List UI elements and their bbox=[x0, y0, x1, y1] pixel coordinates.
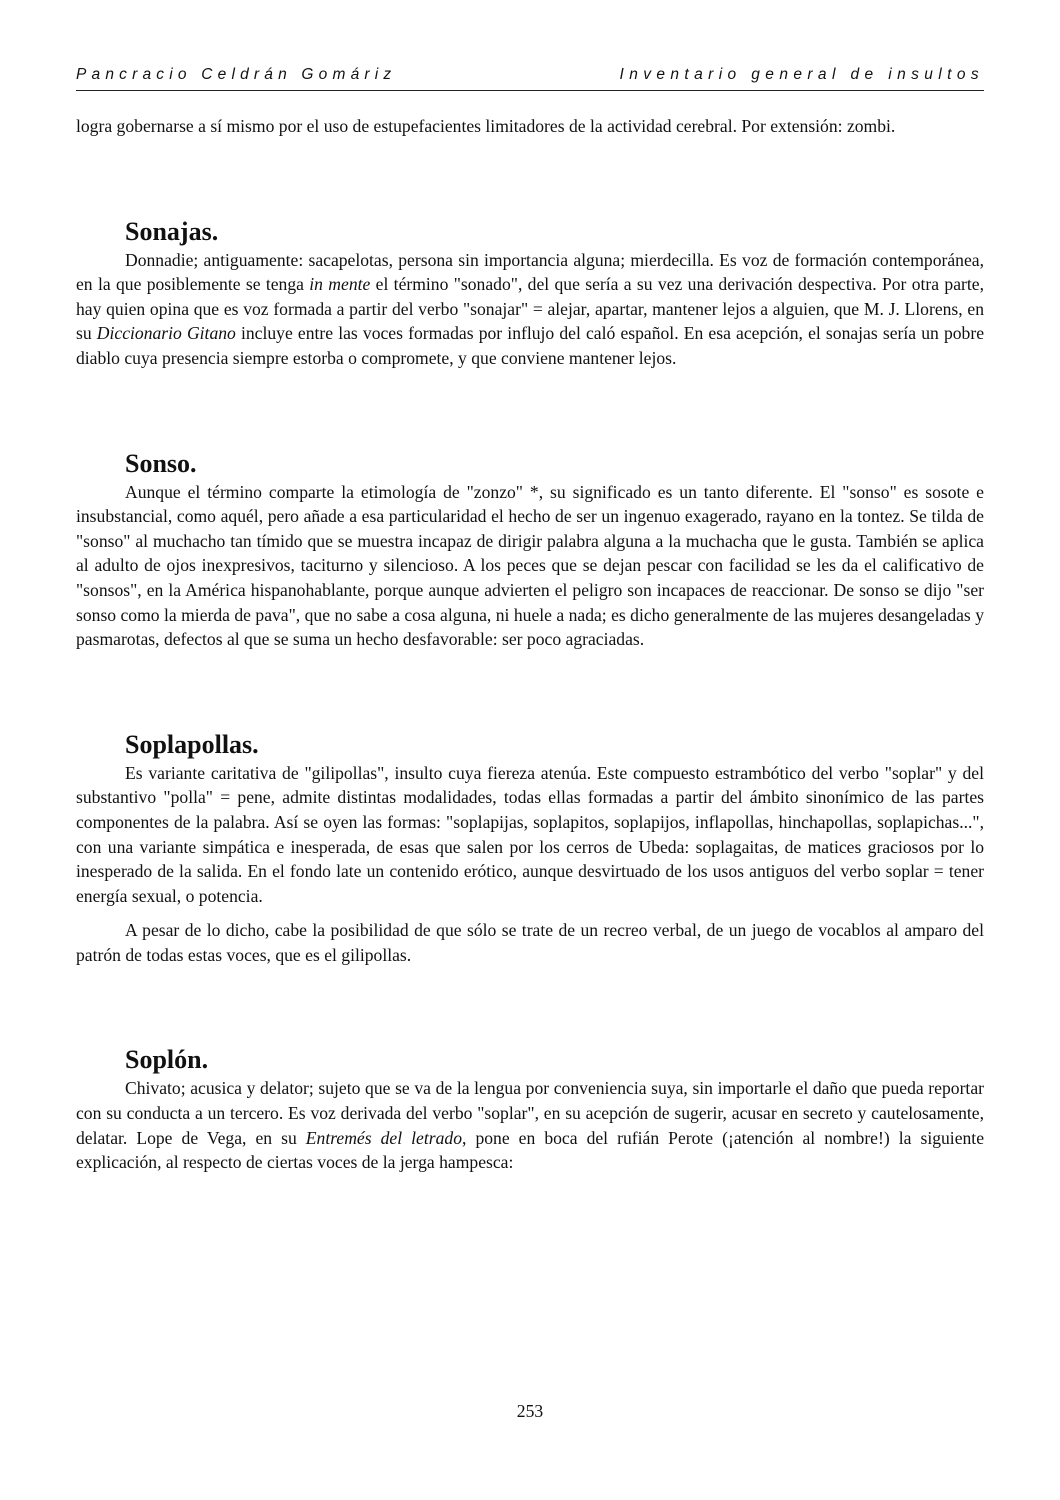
entry-sonajas bbox=[76, 216, 984, 371]
text-run: Chivato; acusica y delator; sujeto que se va de la lengua por conveniencia suya, sin importarle el daño que pueda reportar con su conducta a un tercero. Es voz derivada del verbo "soplar", en su acepción de sugerir, acusar en secreto y cautelosamente, delatar. Lope de Vega, en su bbox=[76, 1078, 984, 1148]
entry-paragraph: Es variante caritativa de "gilipollas", insulto cuya fiereza atenúa. Este compuesto estrambótico del verbo "soplar" y del substantivo "polla" = pene, admite distintas modalidades, todas ellas formadas a partir del ámbito sinonímico de las partes componentes de la palabra. Así se oyen las formas: "soplapijas, soplapitos, soplapijos, inflapollas, hinchapollas, soplapichas...", con una variante simpática e inesperada, de esas que salen por los cerros de Ubeda: soplagaitas, de matices graciosos por lo inesperado de la salida. En el fondo late un contenido erótico, aunque desvirtuado de los usos antiguos del verbo soplar = tener energía sexual, o potencia. bbox=[76, 762, 984, 906]
entry-paragraph bbox=[76, 1076, 984, 1174]
italic-run: Diccionario Gitano bbox=[96, 323, 236, 344]
page-number: 253 bbox=[516, 1401, 544, 1421]
entry-paragraph bbox=[76, 248, 984, 371]
page-content bbox=[76, 114, 984, 1175]
text-run: , pone en boca del rufián Perote (¡atención al nombre!) la siguiente explicación, al respecto de ciertas voces de la jerga hampesca: bbox=[76, 1127, 984, 1173]
italic-run: in mente bbox=[309, 274, 371, 295]
entry-soplapollas bbox=[76, 729, 984, 968]
entry-paragraph: A pesar de lo dicho, cabe la posibilidad de que sólo se trate de un recreo verbal, de un juego de vocablos al amparo del patrón de todas estas voces, que es el gilipollas. bbox=[76, 920, 984, 965]
entry-term: Sonso. bbox=[125, 448, 197, 478]
entry-term: Sonajas. bbox=[125, 216, 219, 246]
text-run: Donnadie; antiguamente: sacapelotas, persona sin importancia alguna; mierdecilla. Es voz de formación contemporánea, en la que posiblemente se tenga bbox=[76, 249, 984, 295]
entry-paragraph: Aunque el término comparte la etimología de "zonzo" *, su significado es un tanto diferente. El "sonso" es sosote e insubstancial, como aquél, pero añade a esa particularidad el hecho de ser un ingenuo exagerado, rayano en la tontez. Se tilda de "sonso" al muchacho tan tímido que se muestra incapaz de dirigir palabra alguna a la muchacha que le gusta. También se aplica al adulto de ojos inexpresivos, taciturno y silencioso. A los peces que se dejan pescar con facilidad se les da el calificativo de "sonsos", en la América hispanohablante, porque aunque advierten el peligro son incapaces de reaccionar. De sonso se dijo "ser sonso como la mierda de pava", que no sabe a cosa alguna, ni huele a nada; es dicho generalmente de las mujeres desangeladas y pasmarotas, defectos al que se suma un hecho desfavorable: ser poco agraciadas. bbox=[76, 481, 984, 650]
entry-soplon bbox=[76, 1044, 984, 1174]
entry-term: Soplapollas. bbox=[125, 729, 259, 759]
running-header bbox=[76, 66, 984, 91]
header-book-title: Inventario general de insultos bbox=[619, 66, 984, 83]
entry-sonso bbox=[76, 448, 984, 652]
text-run: el término "sonado", del que sería a su vez una derivación despectiva. Por otra parte, hay quien opina que es voz formada a partir del verbo "sonajar" = alejar, apartar, mantener lejos a alguien, que M. J. Llorens, en su bbox=[76, 274, 984, 344]
continuation-paragraph: logra gobernarse a sí mismo por el uso de estupefacientes limitadores de la actividad cerebral. Por extensión: zombi. bbox=[76, 116, 896, 136]
entry-term: Soplón. bbox=[125, 1045, 209, 1075]
header-author: Pancracio Celdrán Gomáriz bbox=[76, 66, 397, 83]
text-run: incluye entre las voces formadas por influjo del caló español. En esa acepción, el sonajas sería un pobre diablo cuya presencia siempre estorba o compromete, y que conviene mantener lejos. bbox=[76, 323, 985, 368]
italic-run: Entremés del letrado bbox=[305, 1127, 462, 1148]
